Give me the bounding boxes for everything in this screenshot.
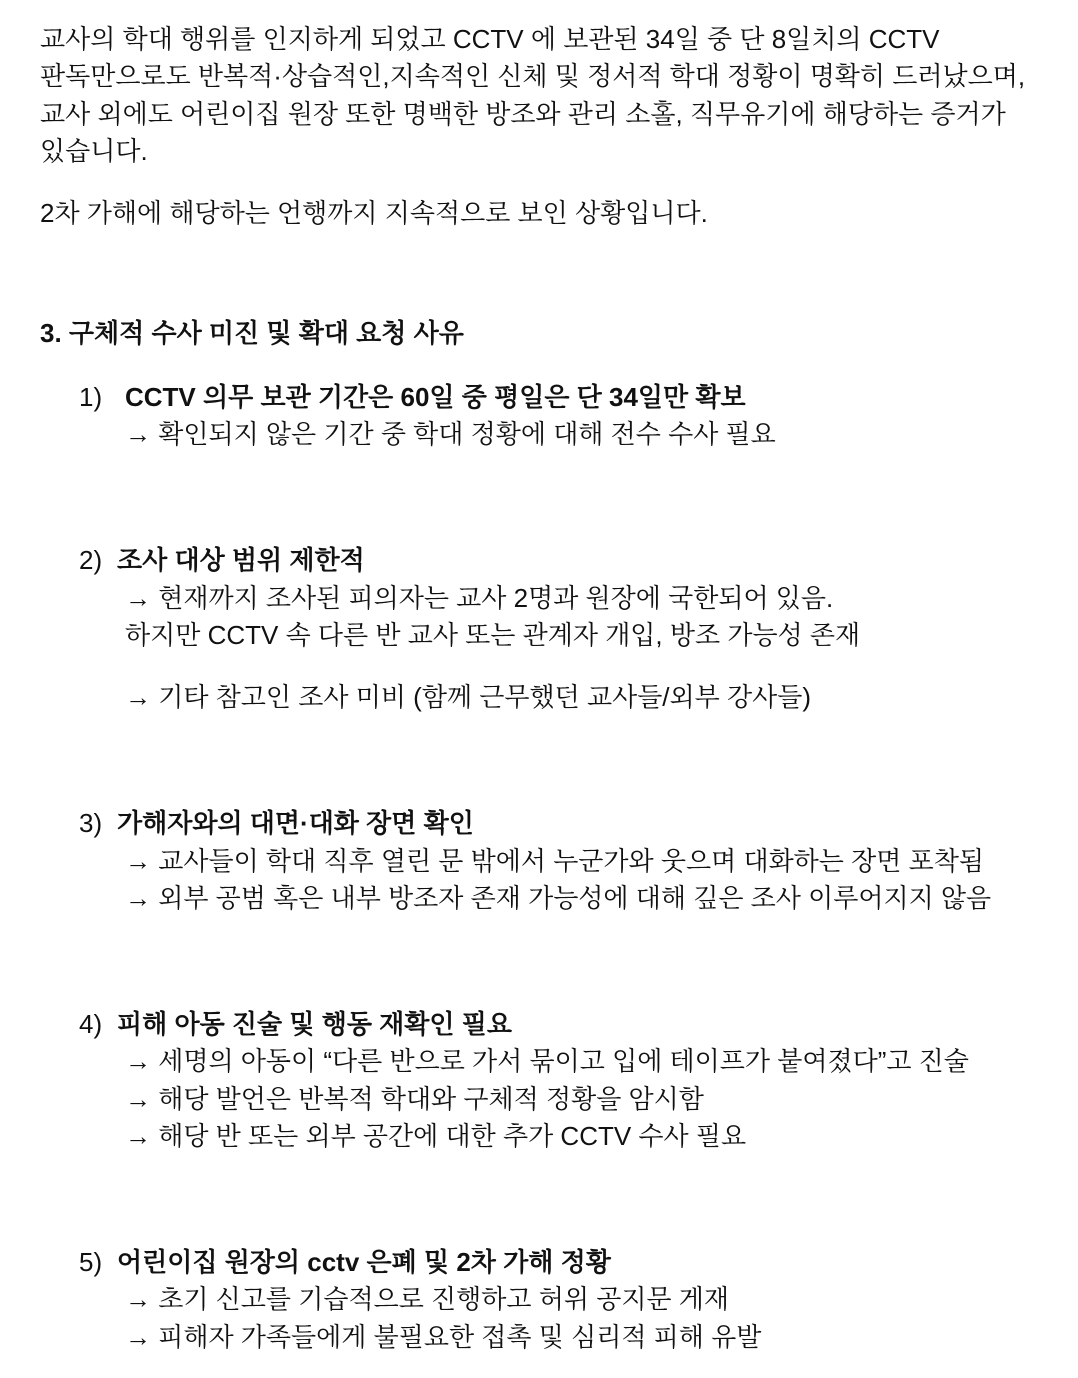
item-line: → 세명의 아동이 “다른 반으로 가서 묶이고 입에 테이프가 붙여졌다”고 진술 [125,1046,969,1076]
item-number: 5) [79,1247,103,1277]
item-number: 4) [79,1009,103,1039]
item-line: → 초기 신고를 기습적으로 진행하고 허위 공지문 게재 [125,1284,730,1314]
item-title: 피해 아동 진술 및 행동 재확인 필요 [117,1009,512,1039]
item-line: → 교사들이 학대 직후 열린 문 밖에서 누군가와 웃으며 대화하는 장면 포착됨 [125,846,984,876]
item-title: 어린이집 원장의 cctv 은폐 및 2차 가해 정황 [117,1247,611,1277]
section-heading: 3. 구체적 수사 미진 및 확대 요청 사유 [40,318,464,348]
item-line: → 기타 참고인 조사 미비 (함께 근무했던 교사들/외부 강사들) [125,682,811,712]
item-title: 조사 대상 범위 제한적 [117,545,365,575]
item-line: → 확인되지 않은 기간 중 학대 정황에 대해 전수 수사 필요 [125,419,776,449]
intro-line-4: 있습니다. [40,136,148,166]
item-line: → 현재까지 조사된 피의자는 교사 2명과 원장에 국한되어 있음. [125,583,834,613]
item-line: → 외부 공범 혹은 내부 방조자 존재 가능성에 대해 깊은 조사 이루어지지 않음 [125,883,992,913]
intro-line-1: 교사의 학대 행위를 인지하게 되었고 CCTV 에 보관된 34일 중 단 8일치의 CCTV [40,24,940,54]
item-number: 3) [79,808,103,838]
intro-line-2: 판독만으로도 반복적·상습적인,지속적인 신체 및 정서적 학대 정황이 명확히 드러났으며, [40,61,1026,91]
item-line: → 해당 발언은 반복적 학대와 구체적 정황을 암시함 [125,1084,704,1114]
item-line: 하지만 CCTV 속 다른 반 교사 또는 관계자 개입, 방조 가능성 존재 [125,620,861,650]
item-number: 2) [79,545,103,575]
item-number: 1) [79,382,103,412]
item-line: → 해당 반 또는 외부 공간에 대한 추가 CCTV 수사 필요 [125,1121,747,1151]
intro-secondary: 2차 가해에 해당하는 언행까지 지속적으로 보인 상황입니다. [40,198,708,228]
intro-line-3: 교사 외에도 어린이집 원장 또한 명백한 방조와 관리 소홀, 직무유기에 해당하는 증거가 [40,99,1006,129]
item-title: 가해자와의 대면·대화 장면 확인 [117,808,474,838]
item-line: → 피해자 가족들에게 불필요한 접촉 및 심리적 피해 유발 [125,1322,762,1352]
item-title: CCTV 의무 보관 기간은 60일 중 평일은 단 34일만 확보 [125,382,746,412]
